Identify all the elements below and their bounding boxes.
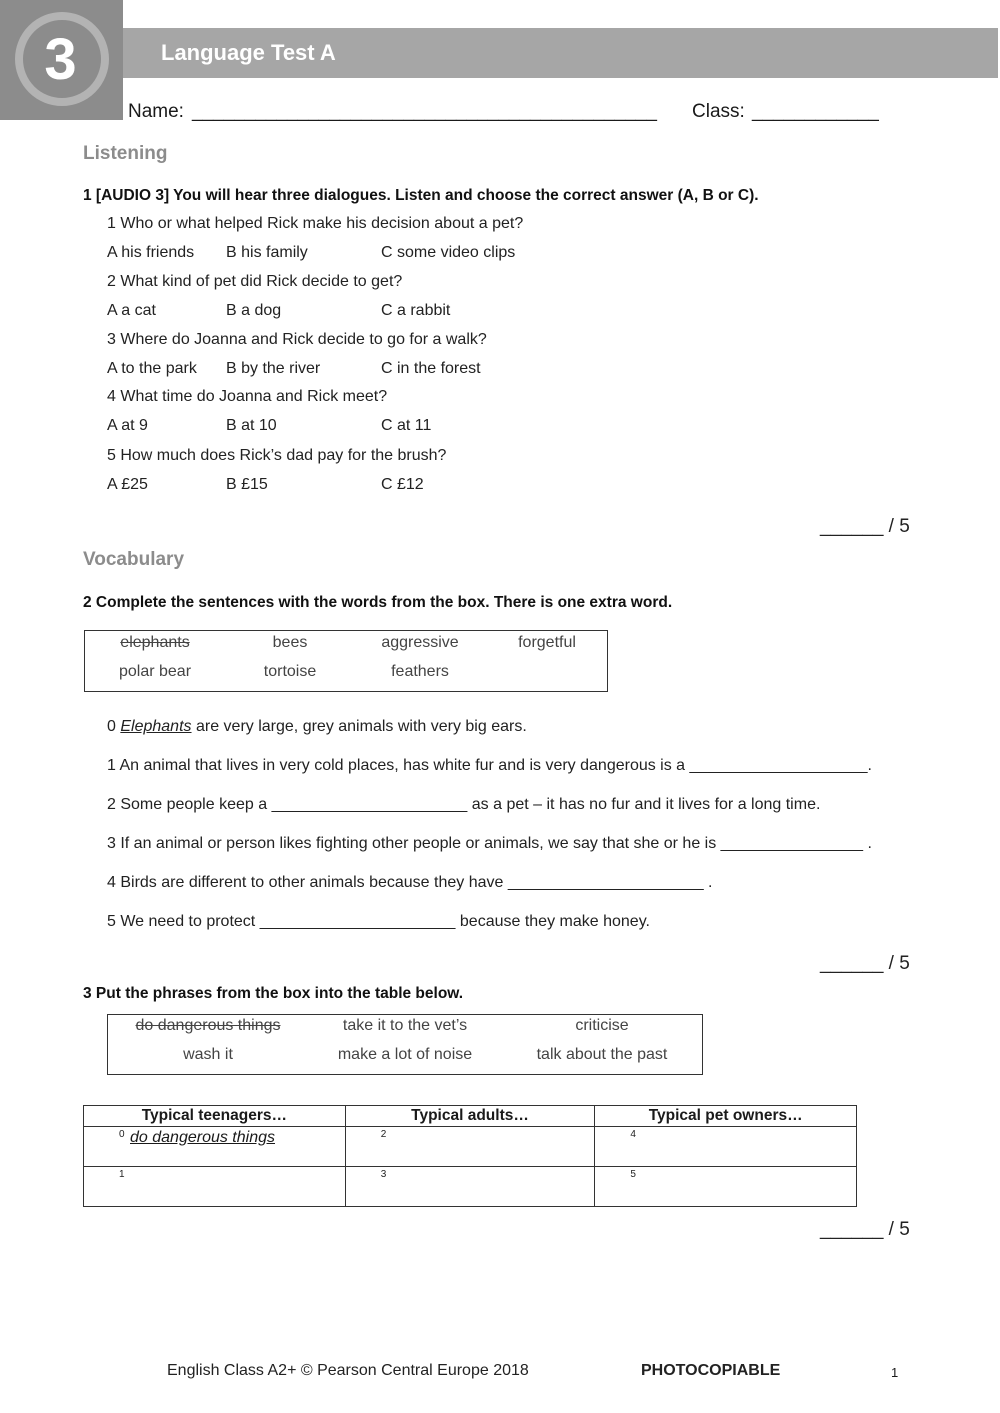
- phrase-box-item: do dangerous things: [135, 1017, 281, 1034]
- option-1c[interactable]: C some video clips: [381, 244, 516, 261]
- cell-number: 4: [630, 1129, 636, 1140]
- listening-question-3: 3 Where do Joanna and Rick decide to go for a walk?: [107, 331, 487, 348]
- unit-badge: [0, 0, 123, 120]
- option-2b[interactable]: B a dog: [226, 302, 282, 319]
- listening-section-title: Listening: [83, 143, 168, 164]
- word-box-item: tortoise: [263, 663, 317, 680]
- phrase-box-item: make a lot of noise: [337, 1046, 473, 1063]
- word-box-item: feathers: [391, 663, 449, 680]
- vocab-sentence-3[interactable]: 3 If an animal or person likes fighting other people or animals, we say that she or he is ________________ .: [107, 835, 872, 852]
- option-2c[interactable]: C a rabbit: [381, 302, 451, 319]
- phrases-score[interactable]: ______ / 5: [820, 1219, 910, 1240]
- phrase-box-item: criticise: [575, 1017, 629, 1034]
- vocab-sentence-5[interactable]: 5 We need to protect ______________________ because they make honey.: [107, 913, 650, 930]
- footer-photocopiable: PHOTOCOPIABLE: [641, 1362, 781, 1379]
- word-box-item: bees: [272, 634, 308, 651]
- name-label: Name:: [128, 101, 184, 122]
- footer-copyright: English Class A2+ © Pearson Central Europe 2018: [167, 1362, 529, 1379]
- vocab-sentence-2[interactable]: 2 Some people keep a ______________________ as a pet – it has no fur and it lives for a long time.: [107, 796, 821, 813]
- listening-question-5: 5 How much does Rick’s dad pay for the brush?: [107, 447, 447, 464]
- word-box-item: elephants: [120, 634, 190, 651]
- option-3c[interactable]: C in the forest: [381, 360, 481, 377]
- table-cell[interactable]: [345, 1167, 595, 1207]
- option-3a[interactable]: A to the park: [107, 360, 197, 377]
- word-box-item: aggressive: [381, 634, 459, 651]
- table-cell[interactable]: [84, 1127, 346, 1167]
- word-box: [84, 630, 608, 692]
- listening-question-4: 4 What time do Joanna and Rick meet?: [107, 388, 388, 405]
- listening-question-1: 1 Who or what helped Rick make his decision about a pet?: [107, 215, 524, 232]
- example-answer: Elephants: [120, 718, 192, 735]
- page-number: 1: [891, 1365, 899, 1380]
- option-1b[interactable]: B his family: [226, 244, 308, 261]
- column-header-teenagers: Typical teenagers…: [84, 1106, 346, 1127]
- column-header-adults: Typical adults…: [345, 1106, 595, 1127]
- cell-number: 0: [119, 1129, 125, 1140]
- table-cell[interactable]: [595, 1127, 857, 1167]
- listening-instruction: 1 [AUDIO 3] You will hear three dialogues. Listen and choose the correct answer (A, B or C).: [83, 187, 759, 204]
- vocabulary-instruction: 2 Complete the sentences with the words from the box. There is one extra word.: [83, 594, 673, 611]
- vocab-sentence-1[interactable]: 1 An animal that lives in very cold places, has white fur and is very dangerous is a ____________________.: [107, 757, 872, 774]
- class-label: Class:: [692, 101, 745, 122]
- column-header-pet-owners: Typical pet owners…: [595, 1106, 857, 1127]
- cell-number: 5: [630, 1169, 636, 1180]
- vocab-sentence-4[interactable]: 4 Birds are different to other animals because they have ______________________ .: [107, 874, 713, 891]
- vocabulary-score[interactable]: ______ / 5: [820, 953, 910, 974]
- table-cell[interactable]: [595, 1167, 857, 1207]
- cell-number: 1: [119, 1169, 125, 1180]
- listening-score[interactable]: ______ / 5: [820, 516, 910, 537]
- example-rest: are very large, grey animals with very big ears.: [191, 718, 527, 735]
- option-5c[interactable]: C £12: [381, 476, 424, 493]
- option-3b[interactable]: B by the river: [226, 360, 321, 377]
- phrase-box-item: talk about the past: [536, 1046, 668, 1063]
- option-4a[interactable]: A at 9: [107, 417, 148, 434]
- cell-number: 2: [380, 1129, 387, 1140]
- phrase-box-item: take it to the vet’s: [342, 1017, 468, 1034]
- class-field[interactable]: ____________: [752, 101, 879, 122]
- option-5a[interactable]: A £25: [107, 476, 148, 493]
- option-4c[interactable]: C at 11: [381, 417, 432, 434]
- vocabulary-section-title: Vocabulary: [83, 549, 185, 570]
- option-4b[interactable]: B at 10: [226, 417, 277, 434]
- option-5b[interactable]: B £15: [226, 476, 268, 493]
- word-box-item: forgetful: [518, 634, 576, 651]
- cell-answer: do dangerous things: [130, 1129, 275, 1146]
- phrase-box: [107, 1014, 703, 1075]
- option-2a[interactable]: A a cat: [107, 302, 156, 319]
- unit-number: 3: [44, 27, 77, 92]
- option-1a[interactable]: A his friends: [107, 244, 195, 261]
- phrases-instruction: 3 Put the phrases from the box into the table below.: [83, 985, 464, 1002]
- table-cell[interactable]: [345, 1127, 595, 1167]
- example-number: 0: [107, 718, 116, 735]
- example-sentence: [107, 718, 527, 736]
- name-field[interactable]: ____________________________________________: [192, 101, 657, 122]
- phrase-box-item: wash it: [183, 1046, 233, 1063]
- page-title: Language Test A: [161, 40, 336, 65]
- cell-number: 3: [380, 1169, 387, 1180]
- word-box-item: polar bear: [118, 663, 192, 680]
- sorting-table: [83, 1105, 857, 1207]
- listening-question-2: 2 What kind of pet did Rick decide to get?: [107, 273, 403, 290]
- table-cell[interactable]: [84, 1167, 346, 1207]
